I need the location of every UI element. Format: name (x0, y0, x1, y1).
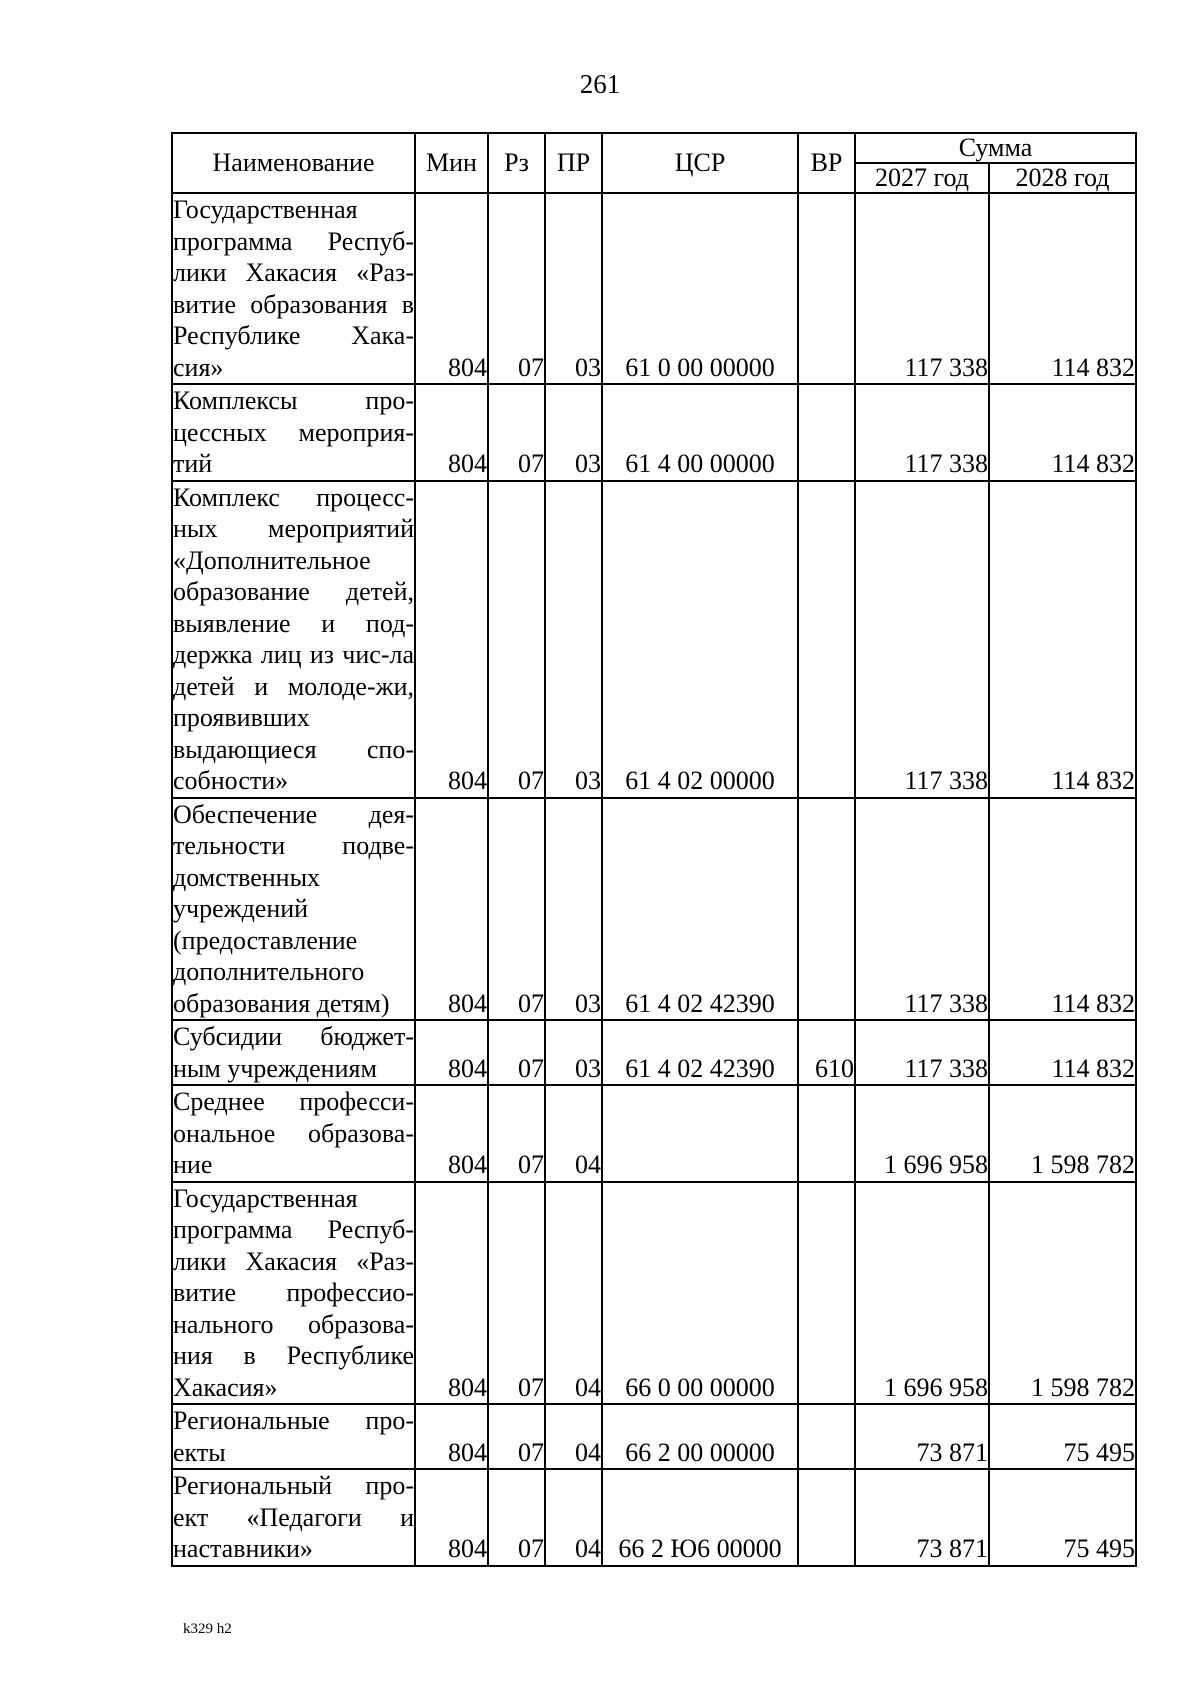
cell-name: Субсидии бюджет-ным учреждениям (172, 1020, 415, 1085)
cell-min: 804 (415, 193, 488, 384)
cell-min: 804 (415, 1182, 488, 1405)
cell-pr: 04 (545, 1085, 602, 1182)
cell-sum-2028: 114 832 (989, 193, 1136, 384)
cell-sum-2027: 117 338 (855, 193, 989, 384)
cell-sum-2028: 75 495 (989, 1469, 1136, 1566)
cell-min: 804 (415, 1020, 488, 1085)
cell-sum-2027: 117 338 (855, 798, 989, 1021)
cell-name: Комплекс процесс-ных мероприятий «Дополнительное образование детей, выявление и под-держка лиц из чис-ла детей и молоде-жи, проявивших выдающиеся спо-собности» (172, 481, 415, 798)
table-row (172, 1085, 1136, 1182)
cell-min: 804 (415, 798, 488, 1021)
cell-sum-2027: 117 338 (855, 481, 989, 798)
table-header (172, 133, 1136, 193)
cell-sum-2027: 73 871 (855, 1469, 989, 1566)
footer-code: k329 h2 (183, 1621, 232, 1637)
table-body (172, 193, 1136, 1566)
cell-name: Комплексы про-цессных мероприя-тий (172, 384, 415, 481)
header-pr: ПР (545, 133, 602, 193)
cell-pr: 04 (545, 1404, 602, 1469)
table-row (172, 1469, 1136, 1566)
cell-csr: 61 4 00 00000 (602, 384, 798, 481)
cell-pr: 04 (545, 1469, 602, 1566)
header-csr: ЦСР (602, 133, 798, 193)
cell-name: Среднее професси-ональное образова-ние (172, 1085, 415, 1182)
cell-vr (798, 384, 855, 481)
table-row (172, 384, 1136, 481)
cell-pr: 03 (545, 481, 602, 798)
cell-sum-2027: 117 338 (855, 384, 989, 481)
cell-rz: 07 (488, 1020, 545, 1085)
header-min: Мин (415, 133, 488, 193)
cell-vr: 610 (798, 1020, 855, 1085)
cell-vr (798, 481, 855, 798)
cell-sum-2027: 117 338 (855, 1020, 989, 1085)
page-number: 261 (579, 69, 621, 99)
table-row (172, 1182, 1136, 1405)
table-row (172, 1020, 1136, 1085)
cell-sum-2028: 1 598 782 (989, 1182, 1136, 1405)
cell-sum-2028: 114 832 (989, 798, 1136, 1021)
cell-sum-2028: 114 832 (989, 384, 1136, 481)
cell-name: Обеспечение дея-тельности подве-домственных учреждений (предоставление дополнительного образования детям) (172, 798, 415, 1021)
cell-csr: 66 0 00 00000 (602, 1182, 798, 1405)
cell-pr: 03 (545, 384, 602, 481)
cell-csr (602, 1085, 798, 1182)
cell-sum-2027: 73 871 (855, 1404, 989, 1469)
cell-csr: 61 4 02 42390 (602, 798, 798, 1021)
header-name: Наименование (172, 133, 415, 193)
cell-name: Региональные про-екты (172, 1404, 415, 1469)
cell-rz: 07 (488, 384, 545, 481)
cell-min: 804 (415, 384, 488, 481)
cell-rz: 07 (488, 1469, 545, 1566)
table-row (172, 798, 1136, 1021)
cell-csr: 66 2 Ю6 00000 (602, 1469, 798, 1566)
cell-sum-2027: 1 696 958 (855, 1085, 989, 1182)
header-year-2028: 2028 год (989, 163, 1136, 193)
cell-csr: 66 2 00 00000 (602, 1404, 798, 1469)
cell-sum-2027: 1 696 958 (855, 1182, 989, 1405)
cell-rz: 07 (488, 481, 545, 798)
header-year-2027: 2027 год (855, 163, 989, 193)
cell-csr: 61 4 02 42390 (602, 1020, 798, 1085)
cell-csr: 61 0 00 00000 (602, 193, 798, 384)
cell-sum-2028: 1 598 782 (989, 1085, 1136, 1182)
cell-pr: 03 (545, 1020, 602, 1085)
cell-rz: 07 (488, 193, 545, 384)
cell-rz: 07 (488, 798, 545, 1021)
cell-csr: 61 4 02 00000 (602, 481, 798, 798)
table-row (172, 481, 1136, 798)
cell-sum-2028: 75 495 (989, 1404, 1136, 1469)
cell-vr (798, 1182, 855, 1405)
table-row (172, 1404, 1136, 1469)
cell-vr (798, 1404, 855, 1469)
cell-vr (798, 1085, 855, 1182)
table-row (172, 193, 1136, 384)
cell-min: 804 (415, 481, 488, 798)
header-rz: Рз (488, 133, 545, 193)
cell-rz: 07 (488, 1085, 545, 1182)
header-vr: ВР (798, 133, 855, 193)
budget-table (171, 132, 1137, 1567)
cell-pr: 04 (545, 1182, 602, 1405)
cell-min: 804 (415, 1469, 488, 1566)
cell-sum-2028: 114 832 (989, 1020, 1136, 1085)
cell-name: Государственная программа Респуб-лики Хакасия «Раз-витие образования в Республике Хака-сия» (172, 193, 415, 384)
cell-rz: 07 (488, 1182, 545, 1405)
cell-name: Государственная программа Респуб-лики Хакасия «Раз-витие профессио-нального образова-ния в Республике Хакасия» (172, 1182, 415, 1405)
cell-min: 804 (415, 1085, 488, 1182)
cell-name: Региональный про-ект «Педагоги и наставники» (172, 1469, 415, 1566)
header-sum: Сумма (855, 133, 1136, 163)
cell-vr (798, 1469, 855, 1566)
cell-pr: 03 (545, 798, 602, 1021)
cell-sum-2028: 114 832 (989, 481, 1136, 798)
cell-rz: 07 (488, 1404, 545, 1469)
cell-vr (798, 193, 855, 384)
cell-vr (798, 798, 855, 1021)
cell-pr: 03 (545, 193, 602, 384)
cell-min: 804 (415, 1404, 488, 1469)
